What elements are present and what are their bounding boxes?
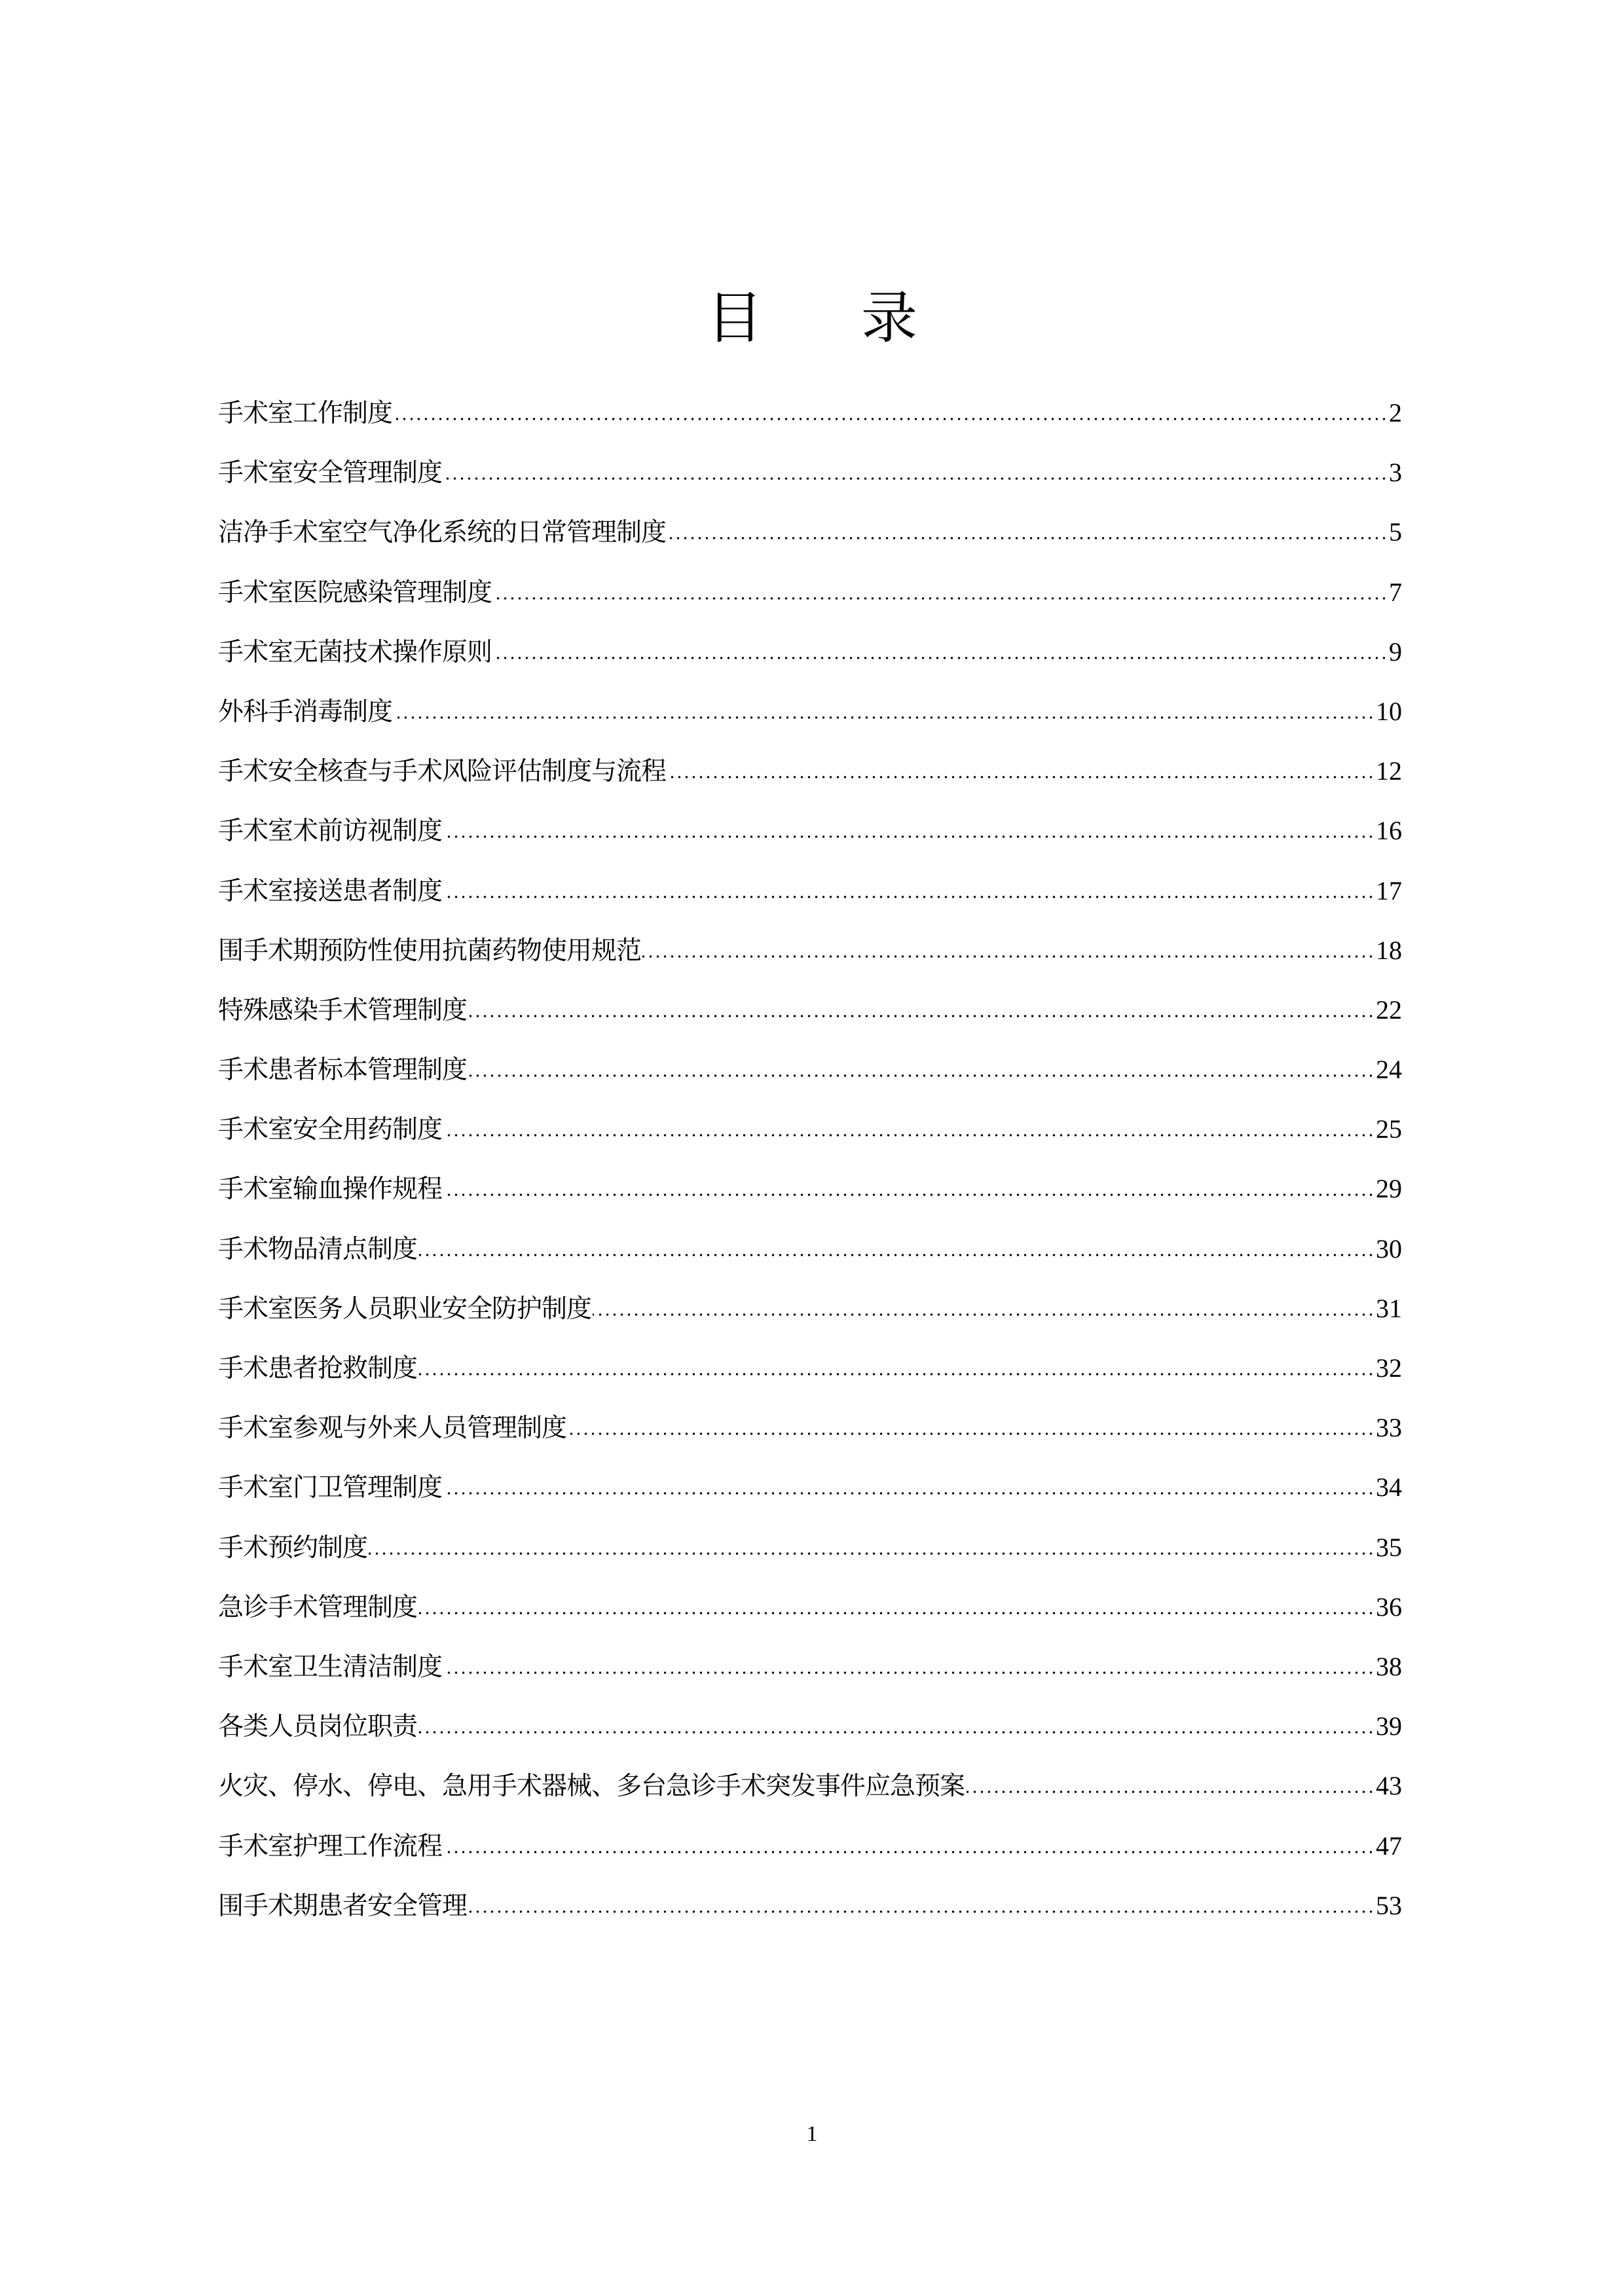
toc-entry-title: 手术室卫生清洁制度 <box>218 1652 443 1682</box>
toc-entry[interactable] <box>218 689 1402 748</box>
toc-entry-page: 17 <box>1376 875 1402 905</box>
toc-entry-title: 手术室术前访视制度 <box>218 816 443 847</box>
dot-leader <box>418 1351 1375 1377</box>
toc-entry[interactable] <box>218 1763 1402 1823</box>
toc-entry[interactable] <box>218 450 1402 509</box>
toc-entry-page: 47 <box>1376 1831 1402 1861</box>
dot-leader <box>443 455 1388 481</box>
toc-entry[interactable] <box>218 390 1402 450</box>
dot-leader <box>667 754 1375 780</box>
toc-entry-title: 手术安全核查与手术风险评估制度与流程 <box>218 757 667 787</box>
toc-entry[interactable] <box>218 868 1402 928</box>
toc-entry-page: 30 <box>1376 1233 1402 1264</box>
dot-leader <box>593 1291 1375 1317</box>
toc-entry-title: 围手术期预防性使用抗菌药物使用规范 <box>218 936 642 966</box>
toc-entry-title: 手术室门卫管理制度 <box>218 1473 443 1503</box>
toc-entry[interactable] <box>218 928 1402 987</box>
dot-leader <box>369 1530 1375 1556</box>
dot-leader <box>468 993 1375 1019</box>
toc-entry[interactable] <box>218 1047 1402 1106</box>
dot-leader <box>443 1649 1375 1675</box>
toc-entry[interactable] <box>218 1286 1402 1345</box>
toc-entry-title: 手术室安全管理制度 <box>218 458 443 488</box>
toc-entry[interactable] <box>218 1226 1402 1286</box>
dot-leader <box>443 873 1375 900</box>
toc-entry-page: 25 <box>1376 1114 1402 1144</box>
dot-leader <box>443 1829 1375 1855</box>
toc-entry-page: 39 <box>1376 1711 1402 1741</box>
toc-entry[interactable] <box>218 1883 1402 1942</box>
toc-entry-title: 急诊手术管理制度 <box>218 1592 418 1622</box>
toc-entry-title: 手术室无菌技术操作原则 <box>218 637 492 667</box>
toc-entry[interactable] <box>218 1704 1402 1763</box>
toc-entry[interactable] <box>218 1405 1402 1465</box>
toc-entry-page: 2 <box>1389 398 1402 428</box>
toc-entry-page: 24 <box>1376 1055 1402 1085</box>
toc-entry[interactable] <box>218 629 1402 689</box>
dot-leader <box>642 933 1375 959</box>
dot-leader <box>418 1231 1375 1258</box>
toc-entry[interactable] <box>218 1584 1402 1644</box>
toc-entry-title: 手术室接送患者制度 <box>218 876 443 906</box>
page-number: 1 <box>806 2122 818 2146</box>
dot-leader <box>568 1410 1375 1436</box>
dot-leader <box>443 813 1375 839</box>
dot-leader <box>443 1112 1375 1138</box>
toc-entry-page: 29 <box>1376 1174 1402 1204</box>
toc-entry-title: 手术患者标本管理制度 <box>218 1055 468 1085</box>
toc-entry-page: 53 <box>1376 1890 1402 1920</box>
toc-entry-page: 10 <box>1376 696 1402 726</box>
dot-leader <box>468 1052 1375 1078</box>
toc-entry[interactable] <box>218 1823 1402 1883</box>
toc-entry[interactable] <box>218 808 1402 867</box>
toc-entry-page: 43 <box>1376 1771 1402 1801</box>
toc-entry-title: 手术室参观与外来人员管理制度 <box>218 1413 567 1444</box>
toc-entry-page: 7 <box>1389 577 1402 607</box>
toc-entry-title: 手术室输血操作规程 <box>218 1175 443 1205</box>
toc-entry-page: 34 <box>1376 1472 1402 1503</box>
toc-entry[interactable] <box>218 1644 1402 1704</box>
dot-leader <box>418 1590 1375 1616</box>
toc-entry-page: 31 <box>1376 1293 1402 1323</box>
dot-leader <box>493 634 1388 661</box>
dot-leader <box>966 1768 1375 1795</box>
toc-entry[interactable] <box>218 509 1402 569</box>
toc-entry-page: 16 <box>1376 816 1402 846</box>
dot-leader <box>493 575 1388 601</box>
dot-leader <box>443 1171 1375 1197</box>
toc-entry-title: 手术室安全用药制度 <box>218 1115 443 1145</box>
toc-entry-page: 38 <box>1376 1651 1402 1681</box>
toc-entry-title: 手术室医院感染管理制度 <box>218 577 492 608</box>
toc-entry-page: 12 <box>1376 756 1402 786</box>
dot-leader <box>418 1709 1375 1735</box>
dot-leader <box>468 1888 1375 1914</box>
toc-entry-title: 手术预约制度 <box>218 1533 368 1563</box>
toc-entry[interactable] <box>218 1525 1402 1584</box>
toc-entry[interactable] <box>218 570 1402 629</box>
toc-entry-title: 各类人员岗位职责 <box>218 1712 418 1742</box>
toc-entry-title: 洁净手术室空气净化系统的日常管理制度 <box>218 518 667 548</box>
toc-entry[interactable] <box>218 987 1402 1047</box>
toc-entry[interactable] <box>218 1106 1402 1166</box>
toc-entry-title: 手术物品清点制度 <box>218 1234 418 1264</box>
toc-entry[interactable] <box>218 1166 1402 1226</box>
toc-entry-title: 特殊感染手术管理制度 <box>218 995 468 1025</box>
dot-leader <box>394 395 1388 422</box>
toc-entry[interactable] <box>218 748 1402 808</box>
toc-entry-page: 9 <box>1389 636 1402 666</box>
toc-entry-title: 手术室护理工作流程 <box>218 1831 443 1861</box>
toc-entry-page: 5 <box>1389 517 1402 547</box>
dot-leader <box>394 694 1375 720</box>
dot-leader <box>667 515 1388 541</box>
toc-entry-page: 36 <box>1376 1592 1402 1622</box>
toc-entry[interactable] <box>218 1465 1402 1524</box>
toc-entry-page: 33 <box>1376 1413 1402 1443</box>
dot-leader <box>443 1470 1375 1496</box>
table-of-contents <box>218 390 1402 1942</box>
toc-entry-page: 18 <box>1376 935 1402 965</box>
toc-entry-title: 火灾、停水、停电、急用手术器械、多台急诊手术突发事件应急预案 <box>218 1772 965 1802</box>
toc-entry-title: 手术室工作制度 <box>218 399 393 428</box>
page-title: 目录 <box>707 285 1016 351</box>
toc-entry-page: 35 <box>1376 1532 1402 1562</box>
toc-entry[interactable] <box>218 1345 1402 1405</box>
toc-entry-page: 22 <box>1376 994 1402 1025</box>
toc-entry-title: 手术室医务人员职业安全防护制度 <box>218 1294 592 1324</box>
toc-entry-page: 32 <box>1376 1353 1402 1383</box>
toc-entry-title: 外科手消毒制度 <box>218 697 393 727</box>
toc-entry-title: 围手术期患者安全管理 <box>218 1891 468 1921</box>
toc-entry-title: 手术患者抢救制度 <box>218 1354 418 1383</box>
toc-entry-page: 3 <box>1389 458 1402 488</box>
